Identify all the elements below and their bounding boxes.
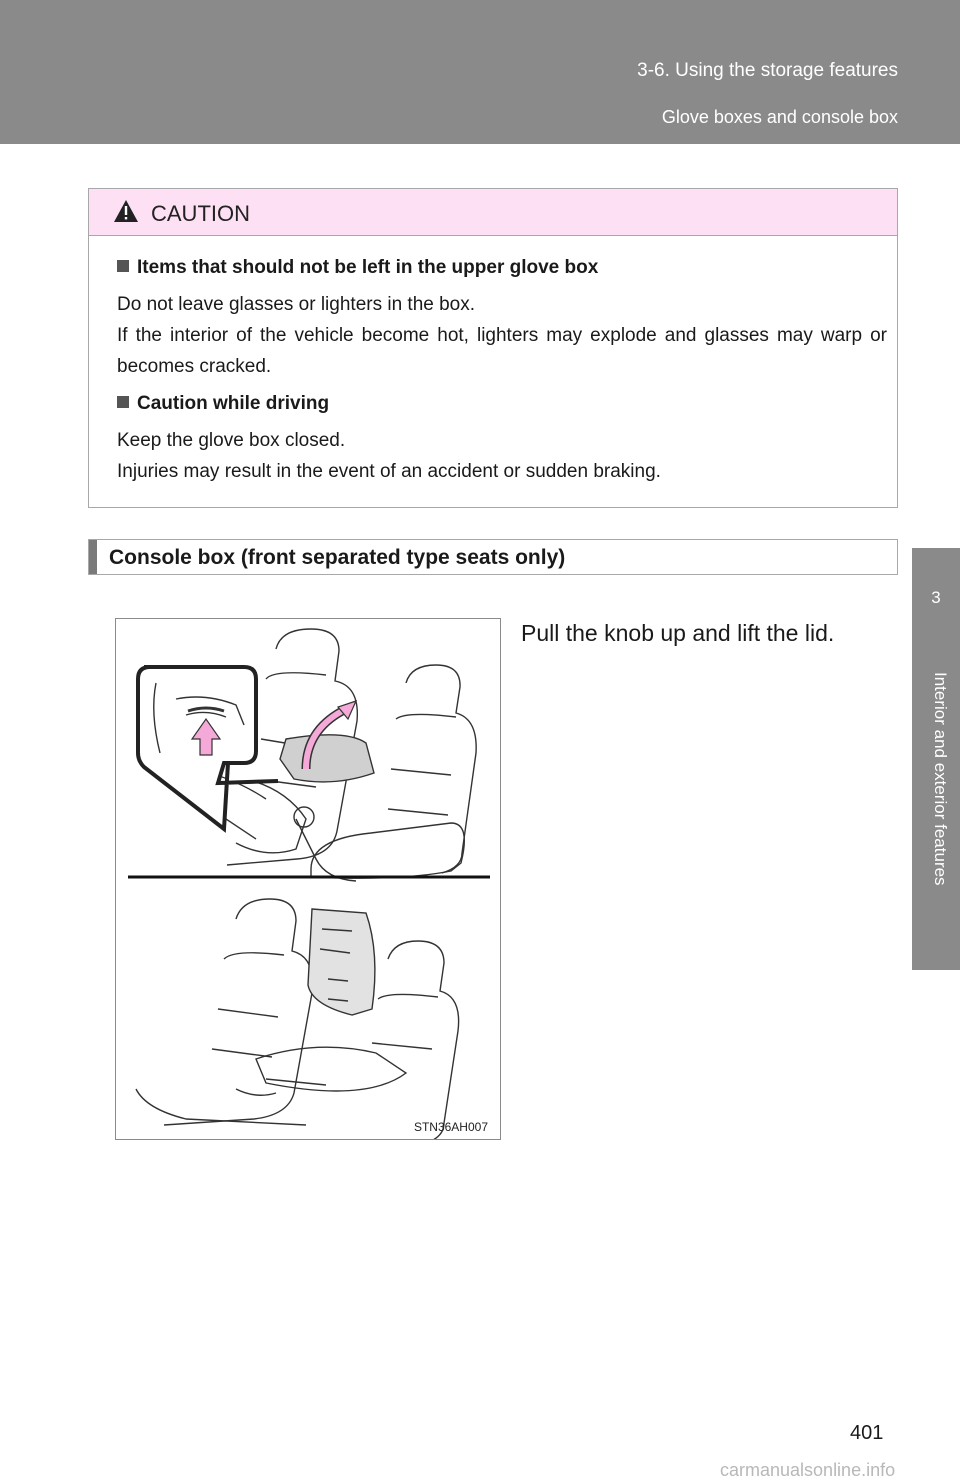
chapter-title: Interior and exterior features — [931, 672, 950, 886]
watermark-text: carmanualsonline.info — [720, 1460, 896, 1480]
caution-line: Injuries may result in the event of an accident or sudden braking. — [117, 461, 661, 482]
header-section-title: 3-6. Using the storage features — [637, 60, 898, 81]
caution-item-body-2 — [117, 425, 887, 487]
caution-line: If the interior of the vehicle become hot, lighters may explode and glasses may warp or becomes cracked. — [117, 325, 887, 377]
instruction-text: Pull the knob up and lift the lid. — [521, 620, 835, 646]
section-title: Console box (front separated type seats only) — [109, 546, 566, 569]
section-heading-bar — [89, 540, 97, 574]
caution-item-body-1 — [117, 289, 887, 382]
caution-line: Do not leave glasses or lighters in the box. — [117, 294, 476, 315]
caution-item-heading: Caution while driving — [117, 393, 329, 415]
chapter-number: 3 — [931, 588, 941, 607]
square-bullet-icon — [117, 260, 129, 272]
caution-box — [88, 188, 898, 508]
header-subsection-title: Glove boxes and console box — [661, 107, 898, 127]
seats-console-drawing — [116, 619, 500, 1139]
page-number: 401 — [850, 1422, 884, 1444]
caution-item-heading: Items that should not be left in the upper glove box — [117, 257, 598, 279]
caution-line: Keep the glove box closed. — [117, 430, 346, 451]
watermark-bar — [0, 1456, 960, 1484]
chapter-side-tab — [912, 0, 960, 1484]
side-tab-top — [912, 0, 960, 144]
figure-code: STN36AH007 — [413, 1120, 488, 1134]
console-box-illustration — [115, 618, 501, 1140]
warning-triangle-icon — [113, 199, 139, 223]
page-header — [0, 0, 960, 144]
caution-title: CAUTION — [151, 201, 250, 226]
caution-header — [89, 189, 897, 236]
section-heading — [88, 539, 898, 575]
square-bullet-icon — [117, 396, 129, 408]
